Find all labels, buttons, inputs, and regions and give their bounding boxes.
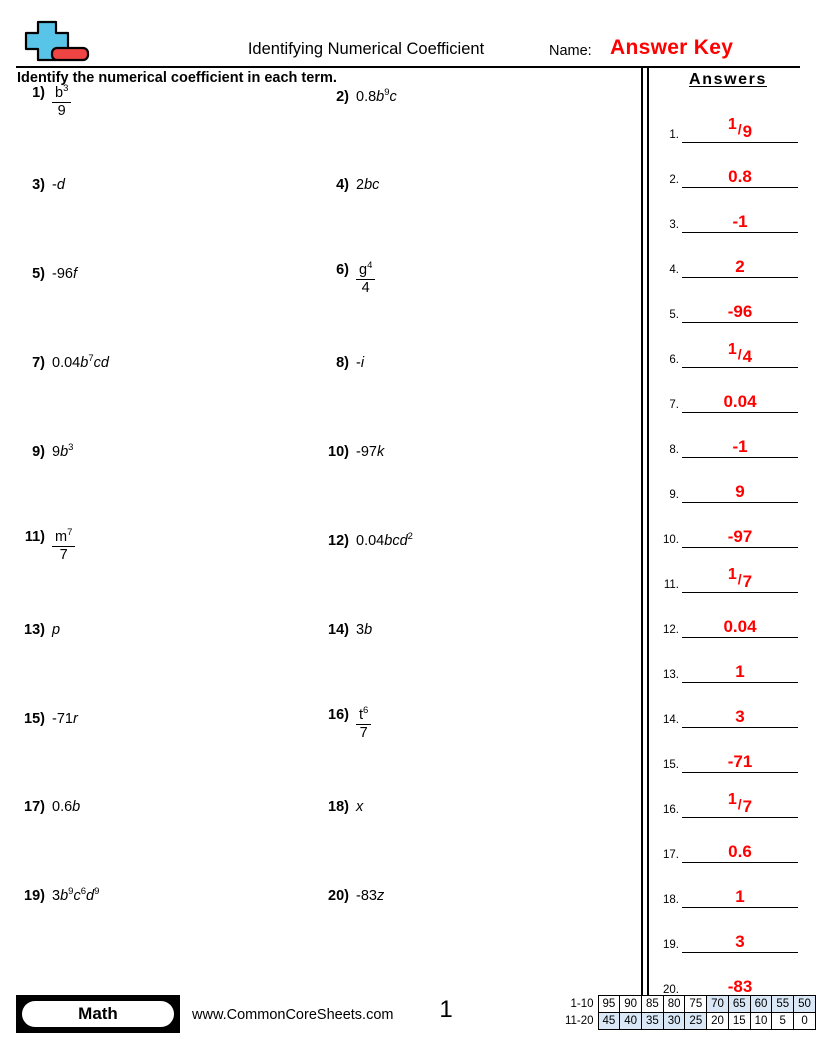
- answer-index: 3.: [669, 219, 679, 231]
- page-number: 1: [439, 996, 453, 1023]
- answer-row: [655, 683, 801, 728]
- score-cell: 30: [663, 1013, 685, 1030]
- problem-number: 13): [24, 622, 45, 638]
- problem-item: [24, 799, 81, 816]
- problem-expression: $9b^3$: [52, 442, 74, 460]
- problem-number: 20): [328, 888, 349, 904]
- problem-number: 18): [328, 799, 349, 815]
- answer-row: [655, 98, 801, 143]
- score-row-label: 1-10: [570, 998, 594, 1010]
- score-cell: 65: [728, 996, 750, 1013]
- instruction-text: Identify the numerical coefficient in each term.: [17, 70, 337, 86]
- name-label: Name:: [549, 43, 592, 59]
- answer-value: 2: [735, 257, 745, 276]
- answer-index: 19.: [663, 939, 679, 951]
- problem-item: [32, 266, 77, 283]
- problem-expression: $\frac{b^3}{9}$: [52, 86, 71, 119]
- answer-value: 1: [735, 887, 745, 906]
- problem-number: 11): [24, 529, 45, 545]
- problem-expression: -97k: [356, 444, 385, 460]
- problem-expression: 0.04bcd$^2$: [356, 531, 413, 549]
- problem-item: [336, 87, 397, 106]
- problem-item: [24, 711, 78, 728]
- answer-value: -83: [727, 977, 753, 996]
- answer-row: [655, 863, 801, 908]
- score-table-row: [562, 996, 816, 1013]
- problem-item: [32, 353, 109, 372]
- problem-item: [32, 442, 74, 461]
- answer-index: 13.: [663, 669, 679, 681]
- answer-index: 12.: [663, 624, 679, 636]
- problem-number: 12): [328, 533, 349, 549]
- answer-index: 4.: [669, 264, 679, 276]
- problem-number: 6): [336, 262, 349, 278]
- answer-value: 1/7: [727, 791, 753, 816]
- problem-expression: -83z: [356, 888, 385, 904]
- answer-index: 14.: [663, 714, 679, 726]
- score-cell: 90: [620, 996, 642, 1013]
- problem-number: 1): [32, 85, 45, 101]
- answer-row: [655, 143, 801, 188]
- answer-value: 1/9: [727, 116, 753, 141]
- answer-row: [655, 458, 801, 503]
- problem-number: 3): [32, 177, 45, 193]
- answer-value: 1: [735, 662, 745, 681]
- problem-number: 15): [24, 711, 45, 727]
- problem-number: 8): [336, 355, 349, 371]
- answers-title: Answers: [689, 71, 767, 88]
- answer-value: 3: [735, 932, 745, 951]
- problem-expression: $\frac{m^7}{7}$: [52, 530, 75, 563]
- score-cell: 10: [750, 1013, 772, 1030]
- score-cell: 5: [772, 1013, 794, 1030]
- divider-line-right: [647, 68, 649, 995]
- answer-row: [655, 548, 801, 593]
- page-title: Identifying Numerical Coefficient: [247, 40, 485, 58]
- problem-expression: $0.04b^7cd$: [52, 353, 109, 371]
- answer-row: [655, 188, 801, 233]
- problem-expression: 2bc: [356, 177, 380, 193]
- answer-row: [655, 593, 801, 638]
- problem-item: [24, 527, 75, 564]
- score-cell: 35: [641, 1013, 663, 1030]
- problem-item: [336, 177, 380, 194]
- problem-expression: $\frac{g^4}{4}$: [356, 263, 375, 296]
- answer-index: 17.: [663, 849, 679, 861]
- problem-number: 16): [328, 707, 349, 723]
- problem-list: [16, 83, 636, 970]
- problem-item: [24, 886, 100, 905]
- score-cell: 70: [707, 996, 729, 1013]
- problem-item: [328, 444, 385, 461]
- score-cell: 60: [750, 996, 772, 1013]
- answer-value: 0.8: [728, 167, 752, 186]
- score-table-row: [562, 1013, 816, 1030]
- problem-expression: x: [356, 799, 364, 815]
- problem-item: [328, 888, 385, 905]
- worksheet-header: [16, 18, 800, 68]
- problem-number: 2): [336, 89, 349, 105]
- answer-row: [655, 818, 801, 863]
- problem-expression: $3b^9c^6d^9$: [52, 886, 100, 904]
- answer-index: 10.: [663, 534, 679, 546]
- answer-row: [655, 413, 801, 458]
- problem-expression: -d: [52, 177, 65, 193]
- problem-item: [328, 705, 371, 742]
- subject-badge-label: Math: [22, 1001, 174, 1027]
- problem-item: [32, 177, 65, 194]
- problem-number: 7): [32, 355, 45, 371]
- score-cell: 55: [772, 996, 794, 1013]
- answer-value: -71: [727, 752, 753, 771]
- answer-index: 9.: [669, 489, 679, 501]
- score-cell: 40: [620, 1013, 642, 1030]
- score-cell: 45: [598, 1013, 620, 1030]
- problem-number: 4): [336, 177, 349, 193]
- score-cell: 95: [598, 996, 620, 1013]
- problem-expression: p: [52, 622, 61, 638]
- problem-number: 14): [328, 622, 349, 638]
- header-divider: [16, 66, 800, 68]
- answer-index: 1.: [669, 129, 679, 141]
- problem-item: [328, 531, 413, 550]
- score-row-label: 11-20: [564, 1015, 594, 1027]
- plus-minus-logo-icon: [16, 18, 108, 66]
- answer-row: [655, 233, 801, 278]
- score-cell: 0: [794, 1013, 816, 1030]
- answer-row: [655, 908, 801, 953]
- answer-row: [655, 773, 801, 818]
- score-table: [562, 995, 816, 1030]
- score-cell: 50: [794, 996, 816, 1013]
- problem-number: 19): [24, 888, 45, 904]
- problem-item: [336, 355, 365, 372]
- answer-value: 0.04: [723, 617, 757, 636]
- answer-value: 0.04: [723, 392, 757, 411]
- answer-index: 7.: [669, 399, 679, 411]
- answer-key-value: Answer Key: [610, 36, 734, 59]
- answer-value: -1: [732, 212, 748, 231]
- answer-row: [655, 368, 801, 413]
- problem-expression: -71r: [52, 711, 78, 727]
- score-cell: 20: [707, 1013, 729, 1030]
- score-cell: 25: [685, 1013, 707, 1030]
- score-cell: 80: [663, 996, 685, 1013]
- answer-index: 6.: [669, 354, 679, 366]
- answer-row: [655, 278, 801, 323]
- answer-value: 9: [735, 482, 745, 501]
- answer-row: [655, 638, 801, 683]
- problem-expression: $\frac{t^6}{7}$: [356, 708, 371, 741]
- answer-row: [655, 953, 801, 998]
- answer-index: 16.: [663, 804, 679, 816]
- answer-index: 20.: [663, 984, 679, 996]
- answer-value: -96: [727, 302, 753, 321]
- divider-line-left: [641, 68, 643, 995]
- problem-number: 10): [328, 444, 349, 460]
- problem-expression: 3b: [356, 622, 373, 638]
- score-cell: 15: [728, 1013, 750, 1030]
- answer-index: 11.: [663, 579, 679, 591]
- problem-item: [24, 622, 61, 639]
- answer-index: 18.: [663, 894, 679, 906]
- answer-value: -1: [732, 437, 748, 456]
- problem-item: [328, 799, 364, 816]
- answer-value: 1/7: [727, 566, 753, 591]
- answers-list: [655, 98, 801, 998]
- problem-item: [32, 83, 71, 120]
- problem-number: 9): [32, 444, 45, 460]
- answer-row: [655, 323, 801, 368]
- subject-badge: [16, 995, 180, 1033]
- answer-value: 1/4: [727, 341, 753, 366]
- answer-row: [655, 728, 801, 773]
- problem-expression: -i: [356, 355, 365, 371]
- problem-expression: $0.8b^9c$: [356, 87, 397, 105]
- answer-row: [655, 503, 801, 548]
- problem-expression: 0.6b: [52, 799, 81, 815]
- answer-value: -97: [727, 527, 753, 546]
- answer-index: 2.: [669, 174, 679, 186]
- problem-item: [328, 622, 373, 639]
- site-url: www.CommonCoreSheets.com: [192, 1007, 394, 1023]
- score-cell: 85: [641, 996, 663, 1013]
- answer-index: 8.: [669, 444, 679, 456]
- problem-number: 17): [24, 799, 45, 815]
- answer-index: 15.: [663, 759, 679, 771]
- column-divider: [641, 68, 649, 995]
- answer-value: 3: [735, 707, 745, 726]
- problem-item: [336, 260, 375, 297]
- problem-number: 5): [32, 266, 45, 282]
- answer-index: 5.: [669, 309, 679, 321]
- answer-value: 0.6: [728, 842, 752, 861]
- problem-expression: -96f: [52, 266, 77, 282]
- score-cell: 75: [685, 996, 707, 1013]
